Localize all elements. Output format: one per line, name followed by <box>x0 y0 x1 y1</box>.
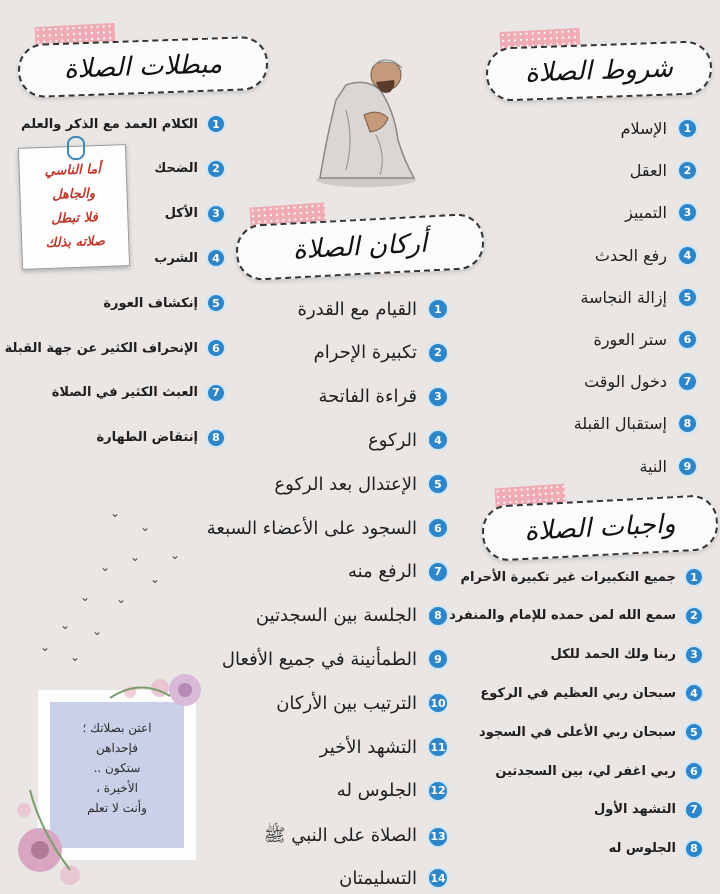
list-item-text: الرفع منه <box>347 561 417 583</box>
list-item-text: السجود على الأعضاء السبعة <box>206 517 417 539</box>
number-badge: 8 <box>206 428 226 448</box>
list-item-text: سمع الله لمن حمده للإمام والمنفرد <box>449 608 676 624</box>
title-conditions <box>485 40 713 102</box>
list-item-text: ربي اغفر لي، بين السجدتين <box>495 763 676 779</box>
list-item-text: التشهد الأول <box>594 802 676 818</box>
list-item-text: الضحك <box>154 161 198 177</box>
list-item-text: النية <box>639 456 667 476</box>
list-item-text: الإعتدال بعد الركوع <box>274 473 417 495</box>
title-conditions-text: شروط الصلاة <box>524 53 674 89</box>
number-badge: 6 <box>206 338 226 358</box>
list-item <box>584 371 698 392</box>
title-pillars <box>235 213 486 282</box>
list-item-text: القيام مع القدرة <box>297 298 417 320</box>
number-badge: 3 <box>684 645 704 665</box>
list-item <box>314 342 449 364</box>
list-item-text: الإسلام <box>620 119 667 138</box>
list-item <box>495 761 704 781</box>
number-badge: 3 <box>206 204 226 224</box>
number-badge: 5 <box>684 722 704 742</box>
number-badge: 7 <box>427 561 449 583</box>
list-item-text: إنتقاض الطهارة <box>96 430 198 446</box>
list-item <box>222 648 449 670</box>
number-badge: 3 <box>677 202 698 223</box>
quote-line: اعتن بصلاتك ؛ <box>82 721 152 735</box>
number-badge: 2 <box>684 606 704 626</box>
list-item <box>165 204 226 224</box>
number-badge: 6 <box>684 761 704 781</box>
list-item-text: العبث الكثير في الصلاة <box>51 385 198 401</box>
number-badge: 1 <box>206 114 226 134</box>
number-badge: 5 <box>206 293 226 313</box>
list-item <box>479 722 704 742</box>
number-badge: 5 <box>427 473 449 495</box>
list-item-text: سبحان ربي العظيم في الركوع <box>480 685 676 701</box>
list-item <box>574 413 698 434</box>
list-item <box>320 736 449 758</box>
list-item <box>449 606 704 626</box>
paper-clip-icon <box>67 136 85 160</box>
note-card <box>18 144 130 270</box>
praying-man-illustration <box>306 40 424 190</box>
list-item-text: ستر العورة <box>593 330 667 349</box>
number-badge: 8 <box>684 839 704 859</box>
number-badge: 4 <box>684 683 704 703</box>
number-badge: 3 <box>427 386 449 408</box>
list-item-text: التسليمتان <box>339 867 417 889</box>
list-item-text: الجلسة بين السجدتين <box>255 605 417 627</box>
title-obligations <box>481 494 720 562</box>
note-line: أما الناسي <box>44 162 102 179</box>
number-badge: 9 <box>677 456 698 477</box>
quote-line: الأخيرة ، <box>96 781 138 795</box>
number-badge: 6 <box>677 329 698 350</box>
list-item-text: الطمأنينة في جميع الأفعال <box>221 648 417 670</box>
list-item-text: الجلوس له <box>608 841 676 857</box>
list-item <box>639 456 698 477</box>
list-item <box>318 386 449 408</box>
list-item-text: الإنحراف الكثير عن جهة القبلة <box>4 340 198 356</box>
note-line: صلاته بذلك <box>45 233 106 252</box>
quote-line: فإحداهن <box>96 741 138 755</box>
number-badge: 4 <box>677 245 698 266</box>
list-item <box>480 683 704 703</box>
list-item <box>551 645 704 665</box>
title-invalidators <box>17 36 269 99</box>
list-item-text: دخول الوقت <box>584 372 667 392</box>
list-item <box>21 114 226 134</box>
list-item <box>581 287 699 308</box>
list-item-text: الشرب <box>154 250 198 266</box>
number-badge: 4 <box>206 248 226 268</box>
list-item-text: تكبيرة الإحرام <box>313 342 417 364</box>
number-badge: 7 <box>684 800 704 820</box>
list-item-text: العقل <box>629 161 667 181</box>
note-line: والجاهل <box>51 186 96 203</box>
number-badge: 4 <box>427 429 449 451</box>
birds-decoration: ⌄ ⌄ ⌄ ⌄ ⌄ ⌄ ⌄ ⌄ ⌄ ⌄ ⌄ ⌄ <box>40 506 181 664</box>
number-badge: 8 <box>427 605 449 627</box>
number-badge: 6 <box>427 517 449 539</box>
list-item <box>154 159 226 179</box>
title-invalidators-text: مبطلات الصلاة <box>63 49 223 85</box>
list-item <box>256 605 449 627</box>
list-item <box>52 383 226 403</box>
list-item-text: التمييز <box>625 203 667 223</box>
number-badge: 1 <box>677 118 698 139</box>
number-badge: 1 <box>684 567 704 587</box>
title-pillars-text: أركان الصلاة <box>292 228 428 266</box>
list-item-text: جميع التكبيرات غير تكبيرة الأحرام <box>460 569 676 585</box>
title-obligations-text: واجبات الصلاة <box>523 509 677 547</box>
flowers-decoration-bottom <box>10 780 90 890</box>
list-item <box>337 780 449 802</box>
list-item-text: إنكشاف العورة <box>103 295 198 311</box>
list-item-text: قراءة الفاتحة <box>318 386 417 408</box>
list-item <box>348 561 449 583</box>
list-item <box>207 517 449 539</box>
number-badge: 1 <box>427 298 449 320</box>
list-item <box>339 867 449 889</box>
list-item <box>276 692 449 714</box>
number-badge: 11 <box>427 736 449 758</box>
number-badge: 8 <box>677 413 698 434</box>
list-item <box>103 293 226 313</box>
number-badge: 10 <box>427 692 449 714</box>
number-badge: 2 <box>206 159 226 179</box>
list-item-text: سبحان ربي الأعلى في السجود <box>479 724 676 740</box>
list-item-text: الترتيب بين الأركان <box>276 692 417 714</box>
list-item <box>595 245 698 266</box>
list-item <box>96 428 226 448</box>
list-item <box>593 329 698 350</box>
list-item <box>625 202 698 223</box>
list-item <box>368 429 449 451</box>
list-item-text: رفع الحدث <box>594 245 667 265</box>
quote-line: وأنت لا تعلم <box>87 801 147 815</box>
list-item <box>298 298 449 320</box>
list-item <box>609 839 704 859</box>
number-badge: 2 <box>677 160 698 181</box>
number-badge: 7 <box>677 371 698 392</box>
list-item <box>264 824 449 850</box>
list-item-text: ربنا ولك الحمد للكل <box>550 647 676 663</box>
number-badge: 12 <box>427 780 449 802</box>
list-item-text: الركوع <box>367 429 417 451</box>
list-item <box>5 338 226 358</box>
list-item-text: التشهد الأخير <box>319 736 417 758</box>
list-item-text: الجلوس له <box>336 780 417 802</box>
list-item <box>594 800 704 820</box>
note-line: فلا تبطل <box>50 210 98 227</box>
list-item <box>154 248 226 268</box>
list-item-text: الصلاة على النبي ﷺ <box>263 824 417 846</box>
list-item <box>461 567 704 587</box>
list-item-text: إستقبال القبلة <box>573 414 667 434</box>
number-badge: 14 <box>427 867 449 889</box>
number-badge: 9 <box>427 648 449 670</box>
list-item-text: إزالة النجاسة <box>580 287 667 307</box>
number-badge: 7 <box>206 383 226 403</box>
quote-line: ستكون .. <box>93 761 141 775</box>
flowers-decoration-top <box>100 668 210 728</box>
list-item <box>621 118 698 139</box>
list-item <box>630 160 698 181</box>
list-item <box>274 473 449 495</box>
list-item-text: الأكل <box>164 206 198 222</box>
number-badge: 2 <box>427 342 449 364</box>
list-item-text: الكلام العمد مع الذكر والعلم <box>21 116 198 132</box>
number-badge: 13 <box>427 826 449 848</box>
number-badge: 5 <box>677 287 698 308</box>
